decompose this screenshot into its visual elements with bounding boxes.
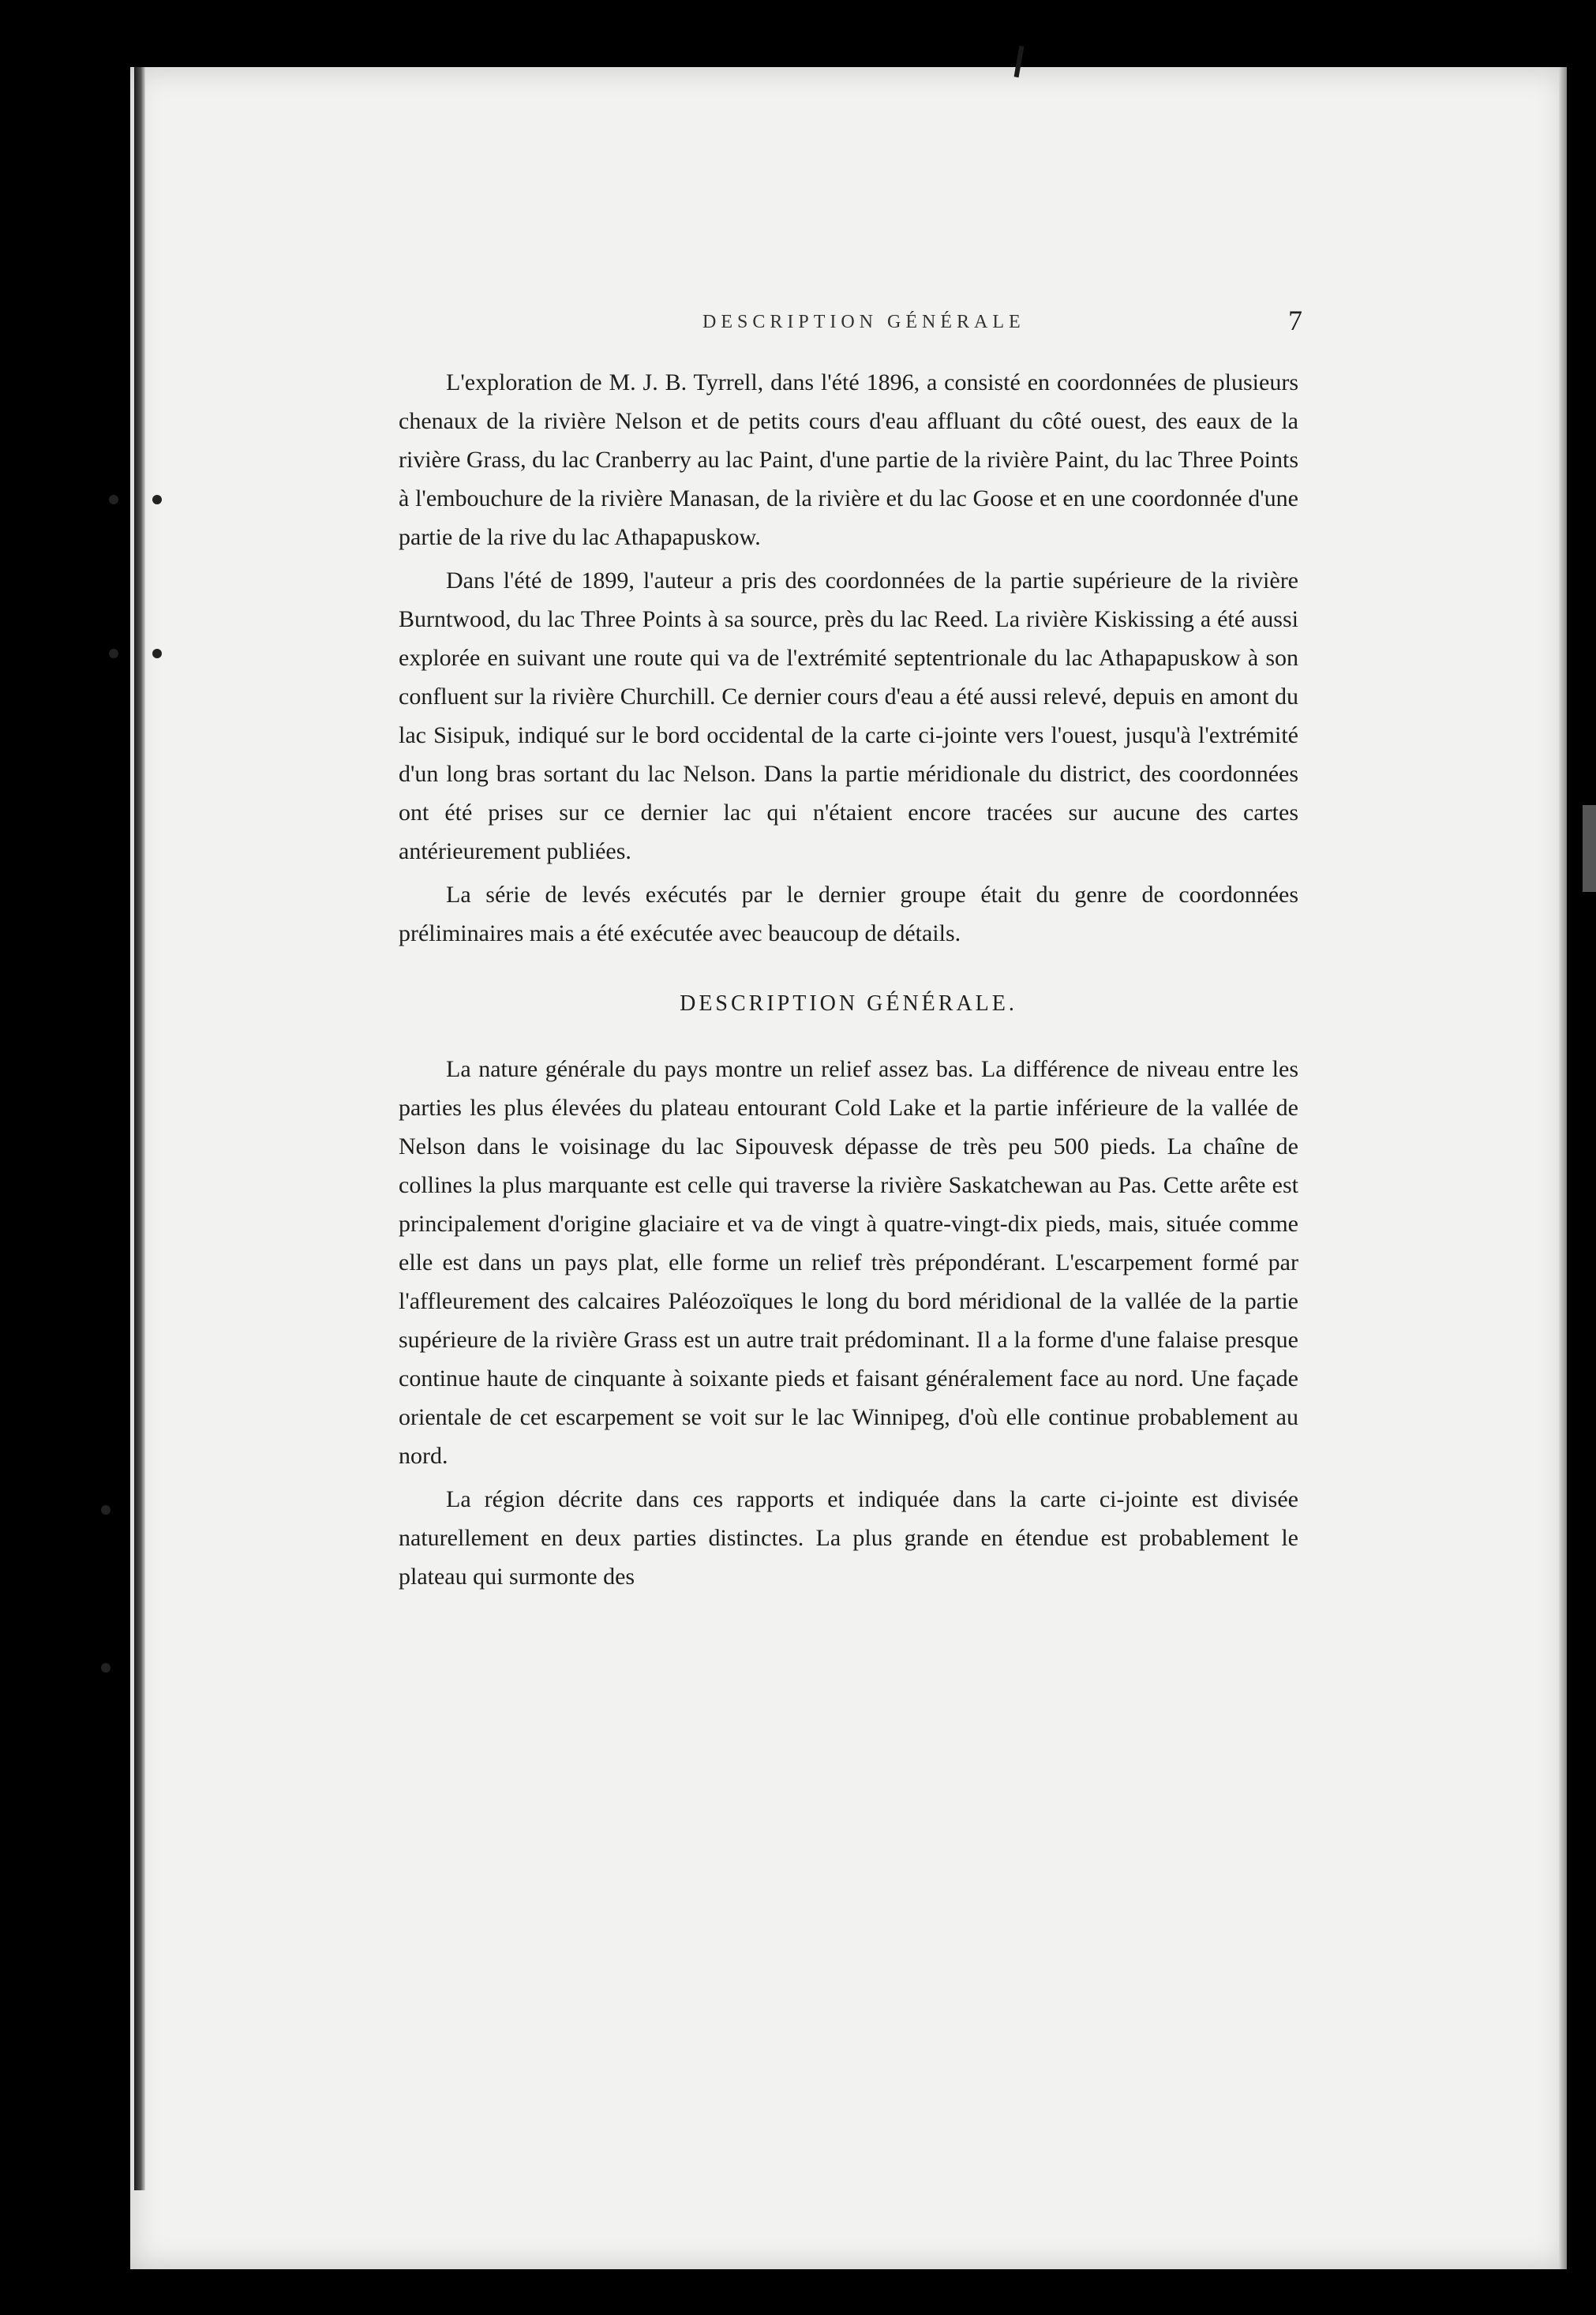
paragraph: Dans l'été de 1899, l'auteur a pris des coordonnées de la partie supérieure de la rivière Burntwood, du lac Three Points à sa source, près du lac Reed. La rivière Kiskissing a été aussi explorée en suivant une route qui va de l'extrémité septentrionale du lac Athapapuskow à son confluent sur la rivière Churchill. Ce dernier cours d'eau a été aussi relevé, depuis en amont du lac Sisipuk, indiqué sur le bord occidental de la carte ci-jointe vers l'ouest, jusqu'à l'extrémité d'un long bras sortant du lac Nelson. Dans la partie méridionale du district, des coordonnées ont été prises sur ce dernier lac qui n'étaient encore tracées sur aucune des cartes antérieurement publiées. [399, 568, 1298, 864]
paragraph: La série de levés exécutés par le dernier groupe était du genre de coordonnées préliminaires mais a été exécutée avec beaucoup de détails. [399, 882, 1298, 946]
binding-hole [152, 649, 162, 658]
binding-hole [109, 495, 118, 504]
page-edge [1559, 67, 1567, 2269]
binding-hole [101, 1505, 111, 1515]
page-header [395, 304, 1302, 343]
running-head: DESCRIPTION GÉNÉRALE [702, 312, 1025, 332]
page-binding [134, 67, 145, 2190]
scan-mark [1583, 805, 1596, 892]
body-text [399, 363, 1298, 1601]
section-title: DESCRIPTION GÉNÉRALE. [680, 991, 1017, 1016]
page-number: 7 [1288, 305, 1302, 336]
binding-hole [152, 495, 162, 504]
binding-hole [109, 649, 118, 658]
paragraph: L'exploration de M. J. B. Tyrrell, dans l'été 1896, a consisté en coordonnées de plusieurs chenaux de la rivière Nelson et de petits cours d'eau affluant du côté ouest, des eaux de la rivière Grass, du lac Cranberry au lac Paint, d'une partie de la rivière Paint, du lac Three Points à l'embouchure de la rivière Manasan, de la rivière et du lac Goose et en une coordonnée d'une partie de la rive du lac Athapapuskow. [399, 369, 1298, 550]
binding-hole [101, 1663, 111, 1673]
paragraph: La région décrite dans ces rapports et indiquée dans la carte ci-jointe est divisée naturellement en deux parties distinctes. La plus grande en étendue est probablement le plateau qui surmonte des [399, 1486, 1298, 1590]
paragraph: La nature générale du pays montre un relief assez bas. La différence de niveau entre les parties les plus élevées du plateau entourant Cold Lake et la partie inférieure de la vallée de Nelson dans le voisinage du lac Sipouvesk dépasse de très peu 500 pieds. La chaîne de collines la plus marquante est celle qui traverse la rivière Saskatchewan au Pas. Cette arête est principalement d'origine glaciaire et va de vingt à quatre-vingt-dix pieds, mais, située comme elle est dans un pays plat, elle forme un relief très prépondérant. L'escarpement formé par l'affleurement des calcaires Paléozoïques le long du bord méridional de la vallée de la partie supérieure de la rivière Grass est un autre trait prédominant. Il a la forme d'une falaise presque continue haute de cinquante à soixante pieds et faisant généralement face au nord. Une façade orientale de cet escarpement se voit sur le lac Winnipeg, d'où elle continue probablement au nord. [399, 1056, 1298, 1469]
